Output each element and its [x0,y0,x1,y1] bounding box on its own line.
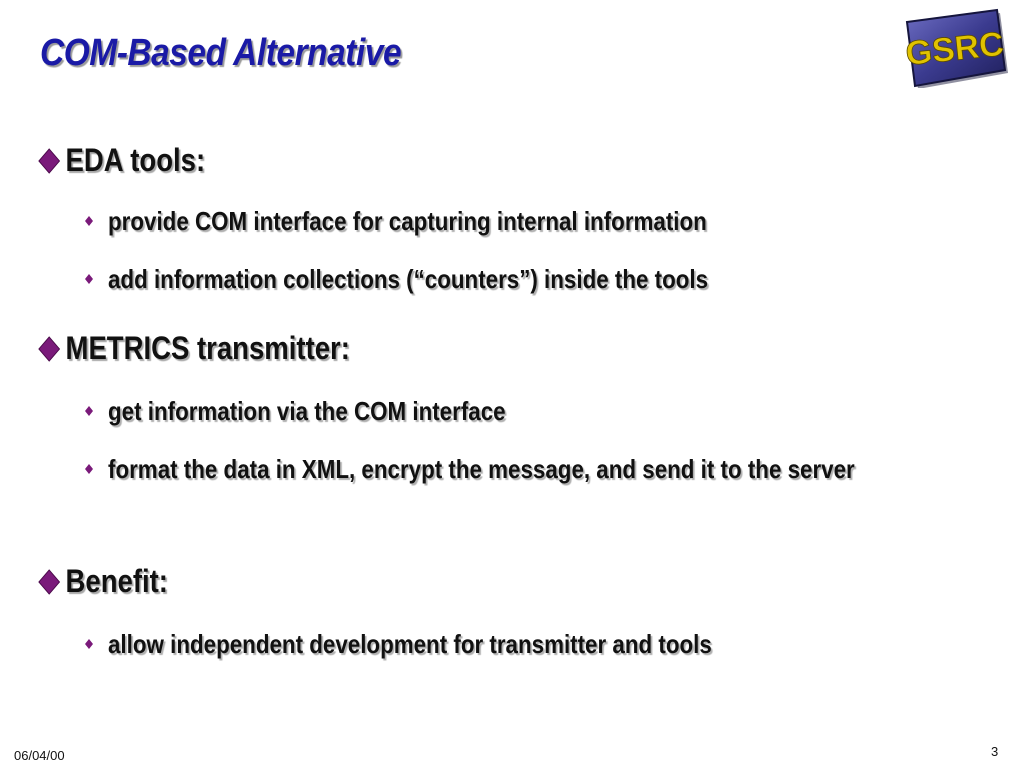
small-diamond-bullet-icon [84,624,94,664]
list-item: get information via the COM interface [84,391,1024,431]
footer-date: 06/04/00 [14,748,65,763]
small-diamond-bullet-icon [84,201,94,241]
list-item: provide COM interface for capturing internal information [84,201,1024,241]
diamond-bullet-icon [38,569,60,595]
small-diamond-bullet-icon [84,259,94,299]
small-diamond-bullet-icon [84,391,94,431]
list-item: format the data in XML, encrypt the message, and send it to the server [84,449,1024,489]
list-item: allow independent development for transmitter and tools [84,624,1024,664]
gsrc-logo [893,8,1013,88]
svg-text:GSRC: GSRC [903,24,1006,74]
page-number: 3 [991,744,999,759]
section-heading-eda-tools: EDA tools: [38,142,205,179]
diamond-bullet-icon [38,336,60,362]
section-heading-metrics-transmitter: METRICS transmitter: [38,330,350,367]
slide-title: COM-Based Alternative [40,32,402,74]
list-item: add information collections (“counters”) inside the tools [84,259,1024,299]
small-diamond-bullet-icon [84,449,94,489]
section-heading-benefit: Benefit: [38,563,168,600]
diamond-bullet-icon [38,148,60,174]
